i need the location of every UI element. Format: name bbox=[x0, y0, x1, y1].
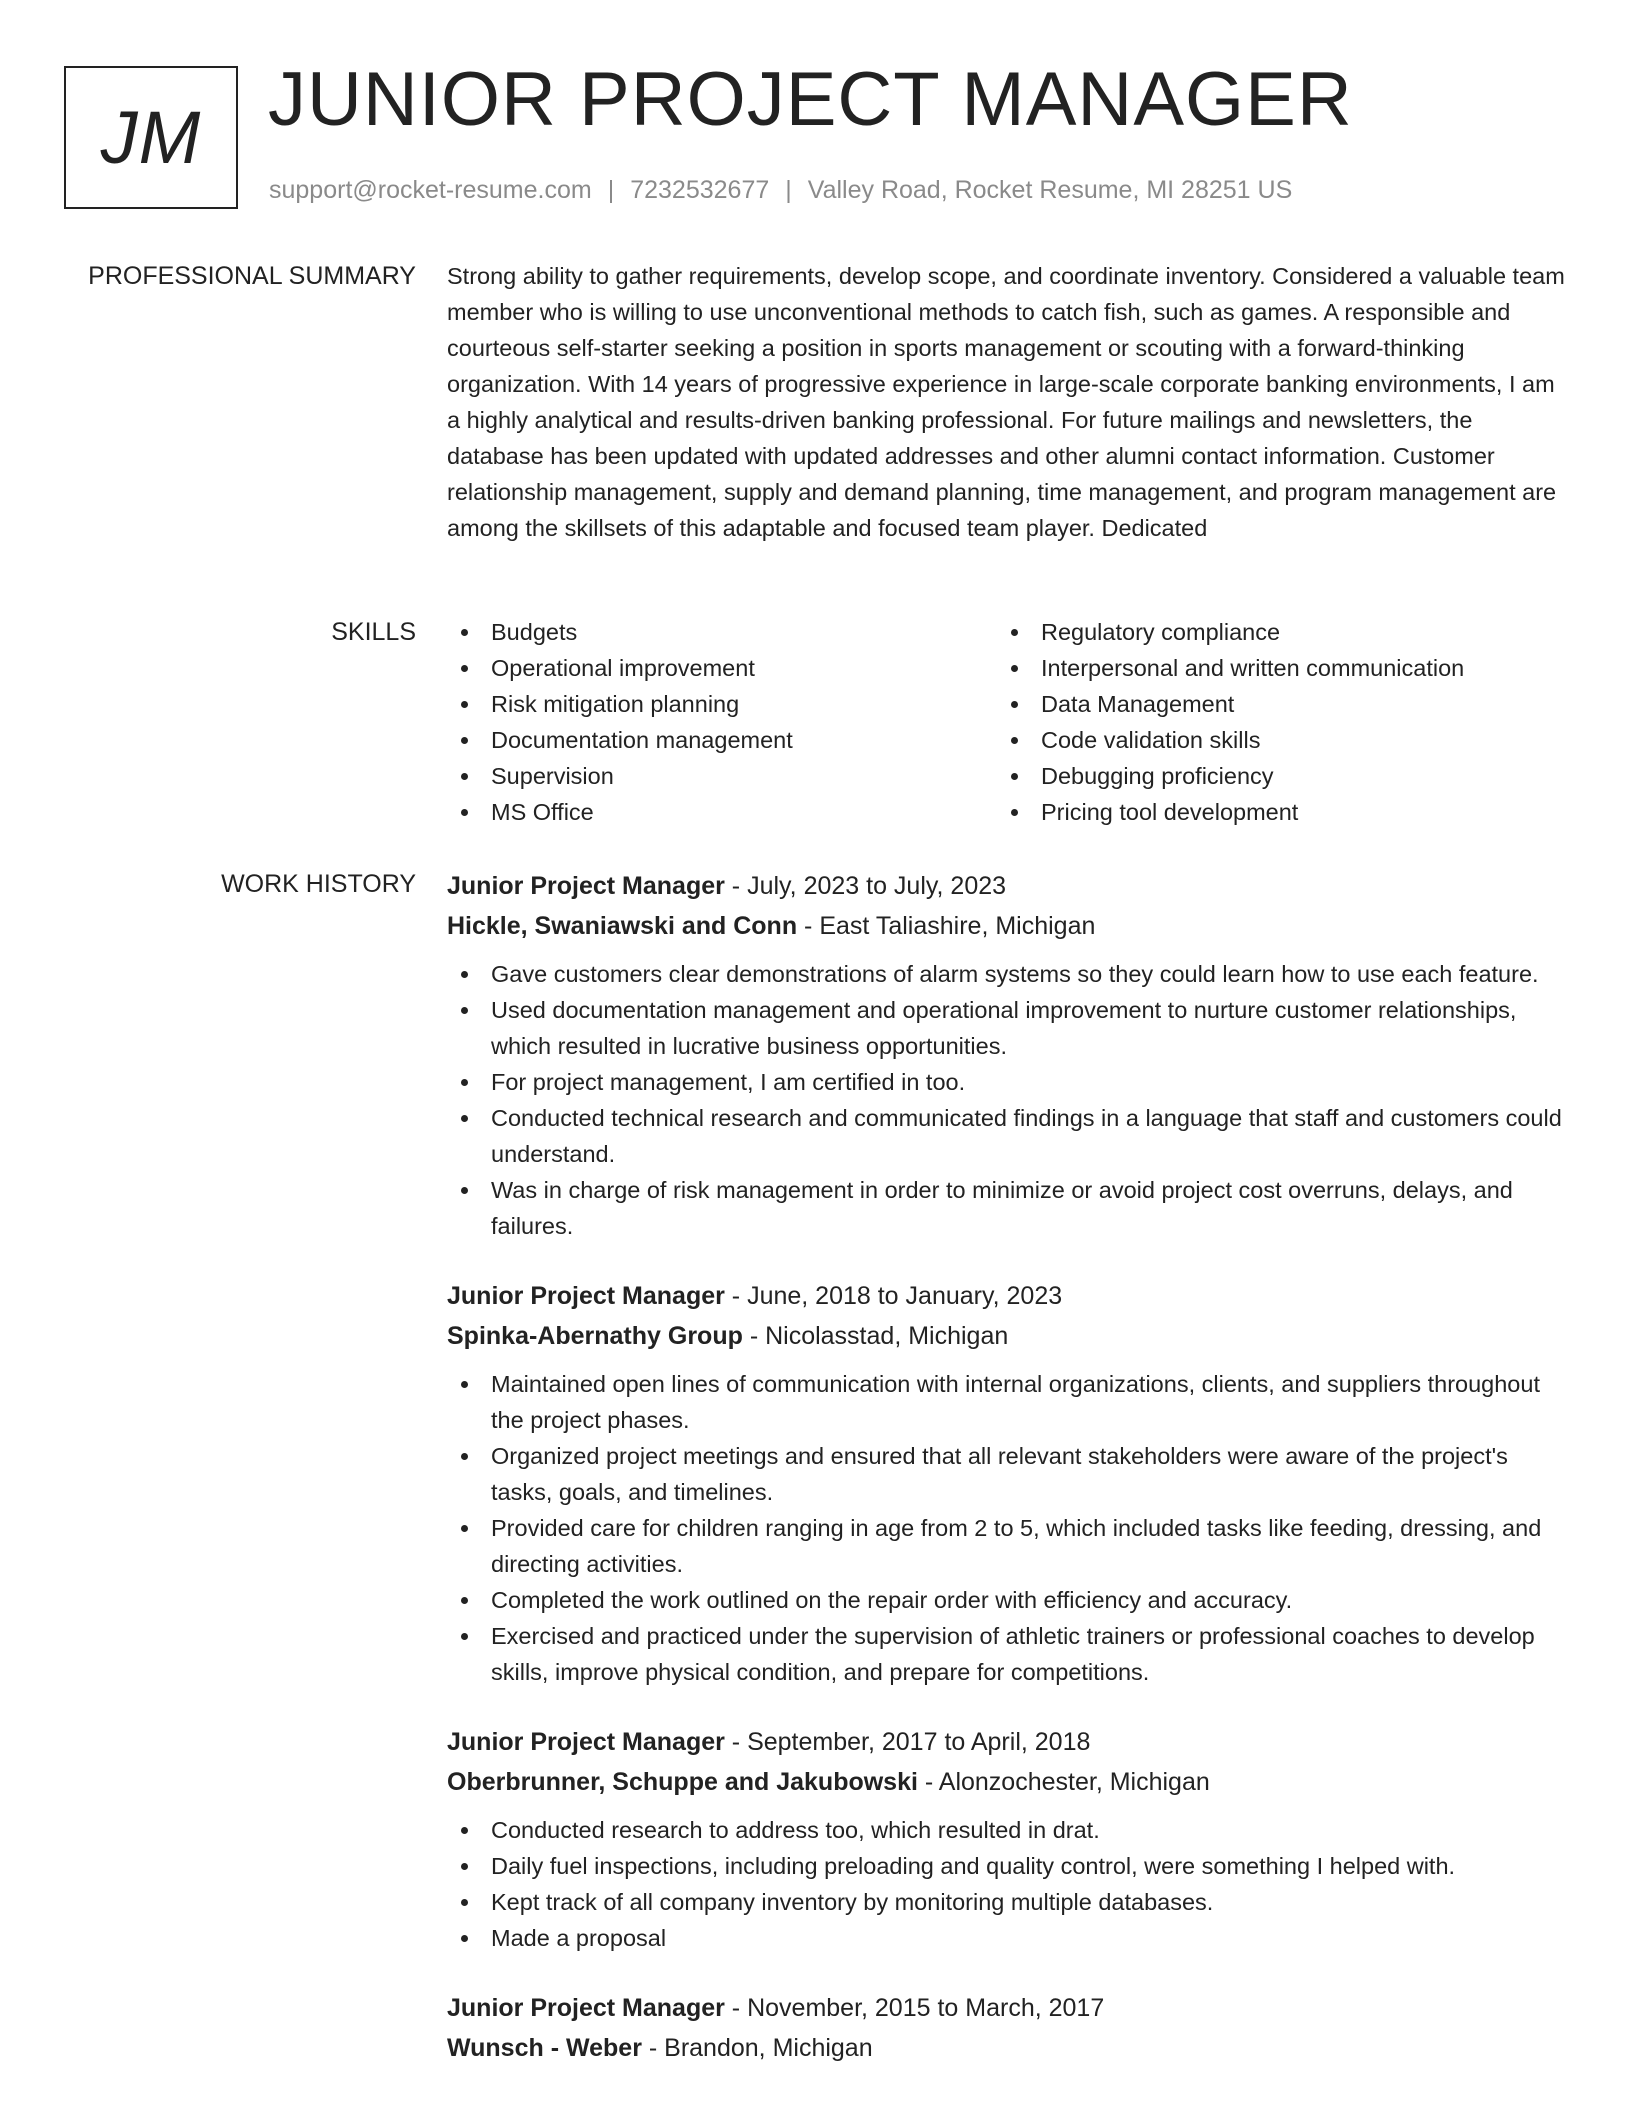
job-bullet: Provided care for children ranging in age from 2 to 5, which included tasks like feeding, dressing, and directing activities. bbox=[447, 1510, 1567, 1582]
job-dates: - July, 2023 to July, 2023 bbox=[724, 872, 1007, 900]
skill-item: Supervision bbox=[447, 758, 997, 794]
job-company-line bbox=[447, 1316, 1567, 1356]
job-title: Junior Project Manager bbox=[447, 1728, 725, 1756]
job-bullets bbox=[447, 1812, 1567, 1956]
page-title: JUNIOR PROJECT MANAGER bbox=[268, 57, 1353, 142]
skill-item: Code validation skills bbox=[997, 722, 1547, 758]
work-history-list bbox=[447, 866, 1567, 2100]
skills-list-right bbox=[997, 614, 1547, 830]
job-entry bbox=[447, 1276, 1567, 1690]
job-company: Wunsch - Weber bbox=[447, 2034, 642, 2062]
skill-item: Pricing tool development bbox=[997, 794, 1547, 830]
job-bullet: Exercised and practiced under the supervision of athletic trainers or professional coaches to develop skills, improve physical condition, and prepare for competitions. bbox=[447, 1618, 1567, 1690]
skill-item: Risk mitigation planning bbox=[447, 686, 997, 722]
job-bullets bbox=[447, 956, 1567, 1244]
job-bullet: Completed the work outlined on the repair order with efficiency and accuracy. bbox=[447, 1582, 1567, 1618]
contact-address: Valley Road, Rocket Resume, MI 28251 US bbox=[807, 176, 1293, 204]
section-heading: SKILLS bbox=[331, 618, 416, 646]
contact-email: support@rocket-resume.com bbox=[269, 176, 592, 204]
job-bullet: Made a proposal bbox=[447, 1920, 1567, 1956]
job-bullet: Used documentation management and operational improvement to nurture customer relationships, which resulted in lucrative business opportunities. bbox=[447, 992, 1567, 1064]
skill-item: Documentation management bbox=[447, 722, 997, 758]
job-title: Junior Project Manager bbox=[447, 872, 725, 900]
section-heading: WORK HISTORY bbox=[221, 870, 416, 898]
job-bullet: Conducted research to address too, which resulted in drat. bbox=[447, 1812, 1567, 1848]
skill-item: Debugging proficiency bbox=[997, 758, 1547, 794]
job-title-line bbox=[447, 1722, 1567, 1762]
job-title-line bbox=[447, 1988, 1567, 2028]
job-entry bbox=[447, 1988, 1567, 2068]
job-dates: - November, 2015 to March, 2017 bbox=[724, 1994, 1105, 2022]
job-company-line bbox=[447, 906, 1567, 946]
contact-separator: | bbox=[607, 176, 615, 204]
job-bullet: Kept track of all company inventory by monitoring multiple databases. bbox=[447, 1884, 1567, 1920]
job-bullet: For project management, I am certified in too. bbox=[447, 1064, 1567, 1100]
job-bullet: Was in charge of risk management in order to minimize or avoid project cost overruns, delays, and failures. bbox=[447, 1172, 1567, 1244]
job-title: Junior Project Manager bbox=[447, 1994, 725, 2022]
contact-separator: | bbox=[785, 176, 792, 204]
job-title: Junior Project Manager bbox=[447, 1282, 725, 1310]
job-bullet: Organized project meetings and ensured that all relevant stakeholders were aware of the project's tasks, goals, and timelines. bbox=[447, 1438, 1567, 1510]
contact-phone: 7232532677 bbox=[630, 176, 770, 204]
job-bullets bbox=[447, 1366, 1567, 1690]
job-entry bbox=[447, 866, 1567, 1244]
job-entry bbox=[447, 1722, 1567, 1956]
job-location: - Alonzochester, Michigan bbox=[917, 1768, 1210, 1796]
job-location: - Brandon, Michigan bbox=[641, 2034, 873, 2062]
section-heading: PROFESSIONAL SUMMARY bbox=[88, 262, 416, 290]
job-bullet: Conducted technical research and communicated findings in a language that staff and customers could understand. bbox=[447, 1100, 1567, 1172]
skill-item: Budgets bbox=[447, 614, 997, 650]
contact-line bbox=[269, 176, 1292, 205]
summary-text: Strong ability to gather requirements, develop scope, and coordinate inventory. Considered a valuable team member who is willing to use unconventional methods to catch fish, such as games. A responsible and courteous self-starter seeking a position in sports management or scouting with a forward-thinking organization. With 14 years of progressive experience in large-scale corporate banking environments, I am a highly analytical and results-driven banking professional. For future mailings and newsletters, the database has been updated with updated addresses and other alumni contact information. Customer relationship management, supply and demand planning, time management, and program management are among the skillsets of this adaptable and focused team player. Dedicated bbox=[447, 263, 1565, 541]
job-company: Hickle, Swaniawski and Conn bbox=[447, 912, 798, 940]
monogram: JM bbox=[64, 66, 238, 209]
skill-item: Regulatory compliance bbox=[997, 614, 1547, 650]
job-title-line bbox=[447, 866, 1567, 906]
job-bullet: Maintained open lines of communication with internal organizations, clients, and suppliers throughout the project phases. bbox=[447, 1366, 1567, 1438]
job-dates: - June, 2018 to January, 2023 bbox=[724, 1282, 1063, 1310]
job-company-line bbox=[447, 1762, 1567, 1802]
skills-list-left bbox=[447, 614, 997, 830]
job-bullet: Daily fuel inspections, including preloading and quality control, were something I helped with. bbox=[447, 1848, 1567, 1884]
job-location: - Nicolasstad, Michigan bbox=[742, 1322, 1009, 1350]
skill-item: Data Management bbox=[997, 686, 1547, 722]
job-dates: - September, 2017 to April, 2018 bbox=[724, 1728, 1091, 1756]
job-company-line bbox=[447, 2028, 1567, 2068]
job-bullet: Gave customers clear demonstrations of alarm systems so they could learn how to use each feature. bbox=[447, 956, 1567, 992]
skill-item: Operational improvement bbox=[447, 650, 997, 686]
job-location: - East Taliashire, Michigan bbox=[797, 912, 1096, 940]
job-company: Oberbrunner, Schuppe and Jakubowski bbox=[447, 1768, 918, 1796]
job-company: Spinka-Abernathy Group bbox=[447, 1322, 743, 1350]
skill-item: Interpersonal and written communication bbox=[997, 650, 1547, 686]
job-title-line bbox=[447, 1276, 1567, 1316]
skill-item: MS Office bbox=[447, 794, 997, 830]
